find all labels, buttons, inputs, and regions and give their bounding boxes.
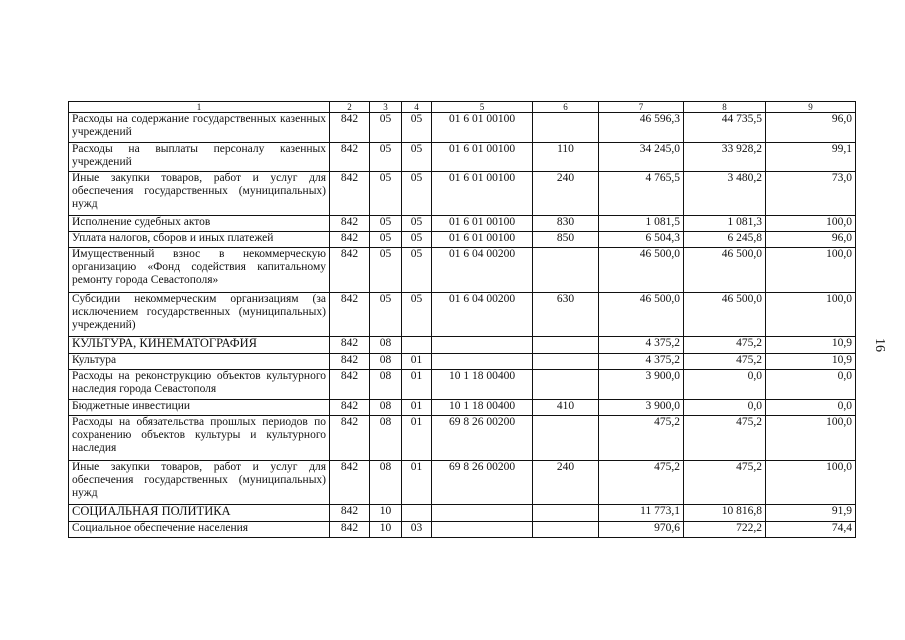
expense-type-code: 850 [533, 232, 599, 248]
table-row [69, 354, 856, 370]
chapter-code: 05 [370, 172, 402, 216]
section-code: 842 [330, 522, 370, 538]
actual-amount: 3 480,2 [684, 172, 766, 216]
chapter-code: 05 [370, 248, 402, 293]
table-row [69, 143, 856, 172]
actual-amount: 0,0 [684, 400, 766, 416]
table-body [69, 113, 856, 538]
actual-amount: 46 500,0 [684, 248, 766, 293]
expense-type-code: 240 [533, 172, 599, 216]
budget-table [68, 101, 856, 538]
subsection-code [402, 337, 432, 354]
row-name: Имущественный взнос в некоммерческую организацию «Фонд содействия капитальному ремонту города Севастополя» [69, 248, 330, 293]
expense-type-code [533, 522, 599, 538]
row-name: Бюджетные инвестиции [69, 400, 330, 416]
table-row [69, 232, 856, 248]
planned-amount: 46 500,0 [599, 248, 684, 293]
expense-type-code [533, 370, 599, 400]
section-code: 842 [330, 232, 370, 248]
table-row [69, 461, 856, 505]
section-code: 842 [330, 505, 370, 522]
chapter-code: 08 [370, 337, 402, 354]
planned-amount: 6 504,3 [599, 232, 684, 248]
planned-amount: 475,2 [599, 461, 684, 505]
target-article-code: 10 1 18 00400 [432, 370, 533, 400]
row-name: Расходы на выплаты персоналу казенных учреждений [69, 143, 330, 172]
section-code: 842 [330, 416, 370, 461]
header-col-2: 2 [330, 102, 370, 113]
expense-type-code [533, 505, 599, 522]
actual-amount: 1 081,3 [684, 216, 766, 232]
row-name: КУЛЬТУРА, КИНЕМАТОГРАФИЯ [69, 337, 330, 354]
section-code: 842 [330, 293, 370, 337]
execution-percent: 100,0 [766, 248, 856, 293]
section-code: 842 [330, 354, 370, 370]
page-number: 16 [872, 338, 887, 352]
header-row [69, 102, 856, 113]
planned-amount: 4 375,2 [599, 337, 684, 354]
subsection-code: 03 [402, 522, 432, 538]
planned-amount: 46 500,0 [599, 293, 684, 337]
target-article-code: 10 1 18 00400 [432, 400, 533, 416]
target-article-code: 01 6 01 00100 [432, 216, 533, 232]
row-name: Расходы на реконструкцию объектов культурного наследия города Севастополя [69, 370, 330, 400]
table-row [69, 172, 856, 216]
expense-type-code [533, 337, 599, 354]
planned-amount: 3 900,0 [599, 370, 684, 400]
row-name: Уплата налогов, сборов и иных платежей [69, 232, 330, 248]
section-code: 842 [330, 248, 370, 293]
subsection-code: 05 [402, 113, 432, 143]
target-article-code [432, 354, 533, 370]
table-row [69, 370, 856, 400]
section-code: 842 [330, 337, 370, 354]
subsection-code: 01 [402, 416, 432, 461]
execution-percent: 73,0 [766, 172, 856, 216]
subsection-code: 05 [402, 232, 432, 248]
target-article-code [432, 337, 533, 354]
subsection-code: 05 [402, 248, 432, 293]
chapter-code: 10 [370, 505, 402, 522]
actual-amount: 44 735,5 [684, 113, 766, 143]
actual-amount: 10 816,8 [684, 505, 766, 522]
section-code: 842 [330, 400, 370, 416]
header-col-6: 6 [533, 102, 599, 113]
subsection-code: 01 [402, 461, 432, 505]
target-article-code: 01 6 01 00100 [432, 113, 533, 143]
table-row [69, 522, 856, 538]
row-name: Исполнение судебных актов [69, 216, 330, 232]
expense-type-code [533, 416, 599, 461]
table-row [69, 248, 856, 293]
table-row [69, 505, 856, 522]
chapter-code: 08 [370, 461, 402, 505]
row-name: Культура [69, 354, 330, 370]
row-name: Субсидии некоммерческим организациям (за исключением государственных (муниципальных) учреждений) [69, 293, 330, 337]
execution-percent: 100,0 [766, 293, 856, 337]
execution-percent: 100,0 [766, 461, 856, 505]
actual-amount: 46 500,0 [684, 293, 766, 337]
chapter-code: 05 [370, 143, 402, 172]
execution-percent: 100,0 [766, 216, 856, 232]
section-code: 842 [330, 113, 370, 143]
header-col-9: 9 [766, 102, 856, 113]
chapter-code: 08 [370, 354, 402, 370]
row-name: Расходы на обязательства прошлых периодов по сохранению объектов культуры и культурного наследия [69, 416, 330, 461]
table-row [69, 400, 856, 416]
chapter-code: 08 [370, 370, 402, 400]
planned-amount: 475,2 [599, 416, 684, 461]
chapter-code: 08 [370, 416, 402, 461]
chapter-code: 05 [370, 216, 402, 232]
header-col-3: 3 [370, 102, 402, 113]
execution-percent: 0,0 [766, 400, 856, 416]
table-row [69, 416, 856, 461]
subsection-code: 01 [402, 400, 432, 416]
actual-amount: 722,2 [684, 522, 766, 538]
row-name: СОЦИАЛЬНАЯ ПОЛИТИКА [69, 505, 330, 522]
execution-percent: 99,1 [766, 143, 856, 172]
planned-amount: 970,6 [599, 522, 684, 538]
execution-percent: 10,9 [766, 354, 856, 370]
chapter-code: 05 [370, 293, 402, 337]
planned-amount: 4 765,5 [599, 172, 684, 216]
row-name: Социальное обеспечение населения [69, 522, 330, 538]
header-col-4: 4 [402, 102, 432, 113]
execution-percent: 96,0 [766, 113, 856, 143]
actual-amount: 475,2 [684, 461, 766, 505]
subsection-code: 01 [402, 354, 432, 370]
actual-amount: 0,0 [684, 370, 766, 400]
expense-type-code [533, 113, 599, 143]
execution-percent: 91,9 [766, 505, 856, 522]
execution-percent: 100,0 [766, 416, 856, 461]
subsection-code: 05 [402, 143, 432, 172]
target-article-code: 01 6 01 00100 [432, 232, 533, 248]
execution-percent: 74,4 [766, 522, 856, 538]
row-name: Иные закупки товаров, работ и услуг для обеспечения государственных (муниципальных) нужд [69, 172, 330, 216]
expense-type-code: 110 [533, 143, 599, 172]
header-col-7: 7 [599, 102, 684, 113]
execution-percent: 96,0 [766, 232, 856, 248]
target-article-code: 01 6 01 00100 [432, 172, 533, 216]
actual-amount: 6 245,8 [684, 232, 766, 248]
section-code: 842 [330, 172, 370, 216]
planned-amount: 34 245,0 [599, 143, 684, 172]
planned-amount: 3 900,0 [599, 400, 684, 416]
actual-amount: 475,2 [684, 337, 766, 354]
actual-amount: 475,2 [684, 354, 766, 370]
target-article-code [432, 522, 533, 538]
target-article-code: 01 6 01 00100 [432, 143, 533, 172]
execution-percent: 10,9 [766, 337, 856, 354]
section-code: 842 [330, 370, 370, 400]
subsection-code: 01 [402, 370, 432, 400]
subsection-code: 05 [402, 293, 432, 337]
target-article-code: 69 8 26 00200 [432, 416, 533, 461]
expense-type-code: 830 [533, 216, 599, 232]
header-col-8: 8 [684, 102, 766, 113]
subsection-code: 05 [402, 216, 432, 232]
table-row [69, 113, 856, 143]
target-article-code [432, 505, 533, 522]
header-col-1: 1 [69, 102, 330, 113]
chapter-code: 10 [370, 522, 402, 538]
table-row [69, 293, 856, 337]
actual-amount: 33 928,2 [684, 143, 766, 172]
chapter-code: 05 [370, 113, 402, 143]
chapter-code: 08 [370, 400, 402, 416]
planned-amount: 4 375,2 [599, 354, 684, 370]
execution-percent: 0,0 [766, 370, 856, 400]
section-code: 842 [330, 461, 370, 505]
planned-amount: 11 773,1 [599, 505, 684, 522]
expense-type-code: 630 [533, 293, 599, 337]
planned-amount: 46 596,3 [599, 113, 684, 143]
section-code: 842 [330, 143, 370, 172]
subsection-code [402, 505, 432, 522]
row-name: Расходы на содержание государственных казенных учреждений [69, 113, 330, 143]
expense-type-code: 240 [533, 461, 599, 505]
planned-amount: 1 081,5 [599, 216, 684, 232]
header-col-5: 5 [432, 102, 533, 113]
section-code: 842 [330, 216, 370, 232]
chapter-code: 05 [370, 232, 402, 248]
table-row [69, 337, 856, 354]
subsection-code: 05 [402, 172, 432, 216]
actual-amount: 475,2 [684, 416, 766, 461]
target-article-code: 01 6 04 00200 [432, 293, 533, 337]
table-row [69, 216, 856, 232]
expense-type-code [533, 354, 599, 370]
row-name: Иные закупки товаров, работ и услуг для обеспечения государственных (муниципальных) нужд [69, 461, 330, 505]
expense-type-code: 410 [533, 400, 599, 416]
target-article-code: 01 6 04 00200 [432, 248, 533, 293]
target-article-code: 69 8 26 00200 [432, 461, 533, 505]
expense-type-code [533, 248, 599, 293]
